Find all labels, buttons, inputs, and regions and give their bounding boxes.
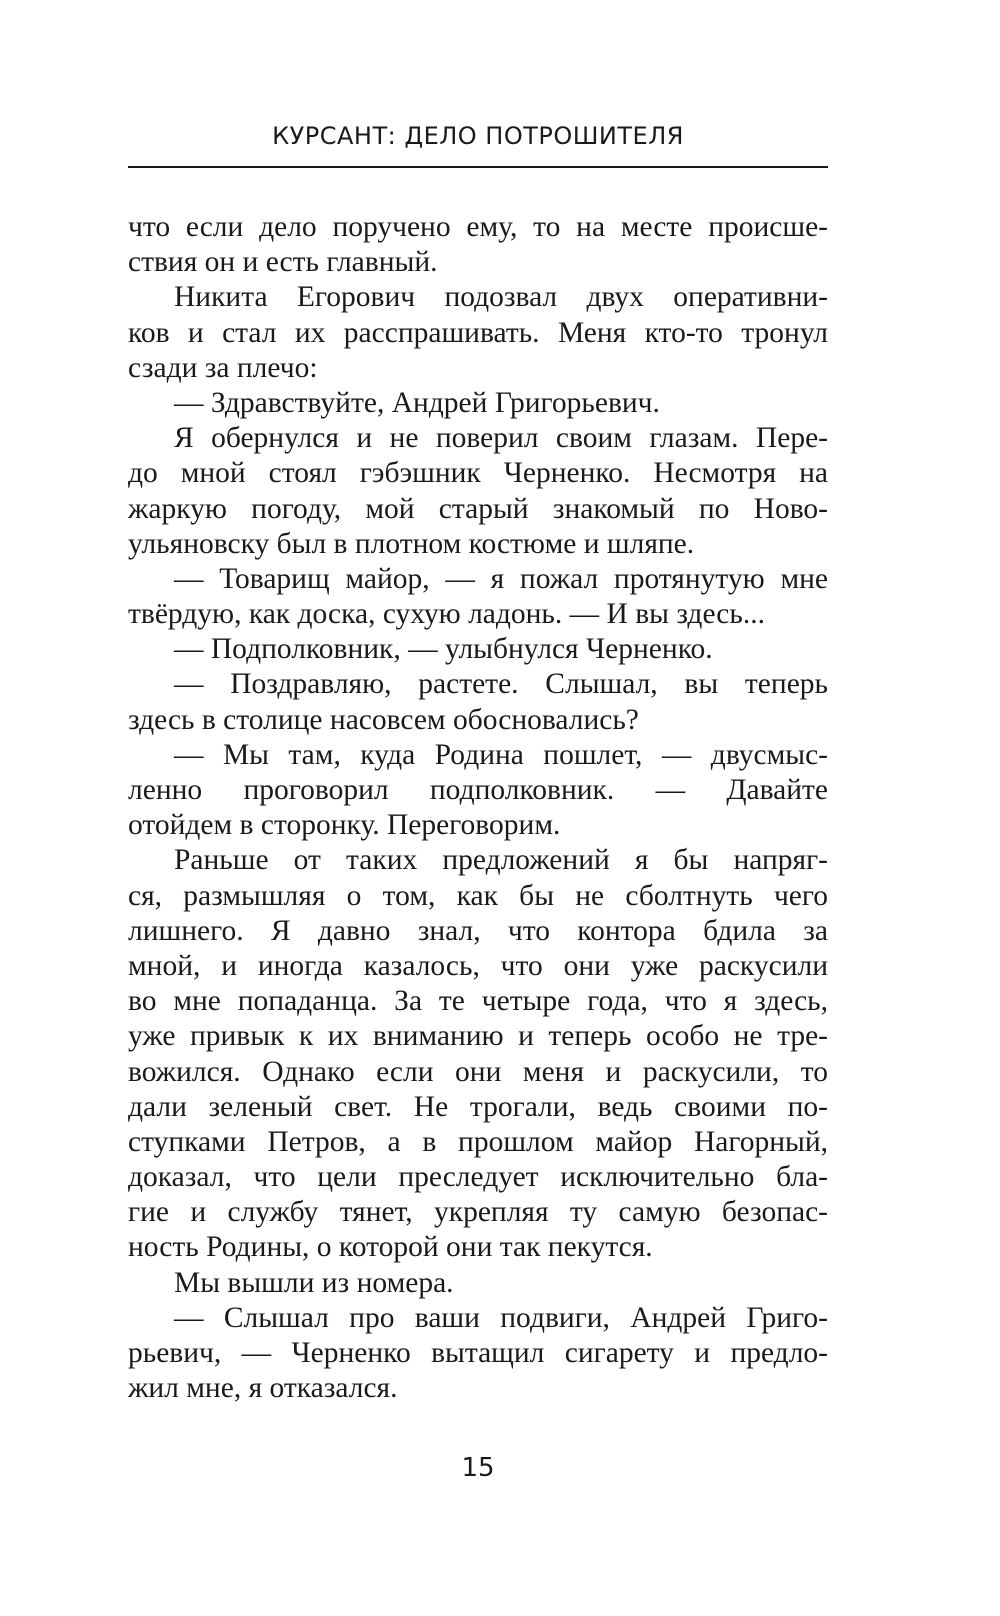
text-line: жил мне, я отказался. bbox=[128, 1372, 398, 1405]
body-text bbox=[128, 210, 828, 1406]
text-line: гие и службу тянет, укрепляя ту самую безопас- bbox=[128, 1196, 828, 1229]
text-line: Раньше от таких предложений я бы напряг- bbox=[174, 844, 828, 877]
text-line: сзади за плечо: bbox=[128, 351, 318, 384]
page-number: 15 bbox=[461, 1453, 495, 1483]
text-line: уже привык к их вниманию и теперь особо не тре- bbox=[128, 1020, 828, 1053]
text-line: вожился. Однако если они меня и раскусили, то bbox=[128, 1055, 828, 1088]
text-line: — Здравствуйте, Андрей Григорьевич. bbox=[174, 386, 660, 419]
text-line: Мы вышли из номера. bbox=[174, 1266, 454, 1299]
text-line: твёрдую, как доска, сухую ладонь. — И вы здесь... bbox=[128, 598, 765, 631]
header-rule bbox=[128, 166, 828, 168]
text-line: Никита Егорович подозвал двух оперативни- bbox=[174, 281, 828, 314]
text-line: — Товарищ майор, — я пожал протянутую мне bbox=[174, 562, 828, 595]
running-head: КУРСАНТ: ДЕЛО ПОТРОШИТЕЛЯ bbox=[272, 122, 684, 150]
text-line: ствия он и есть главный. bbox=[128, 246, 438, 279]
text-line: ков и стал их расспрашивать. Меня кто-то тронул bbox=[128, 316, 828, 349]
text-line: Я обернулся и не поверил своим глазам. Пере- bbox=[174, 422, 828, 455]
text-line: рьевич, — Черненко вытащил сигарету и предло- bbox=[128, 1337, 828, 1369]
text-line: отойдем в сторонку. Переговорим. bbox=[128, 809, 561, 842]
text-line: ульяновску был в плотном костюме и шляпе. bbox=[128, 527, 695, 560]
text-line: во мне попаданца. За те четыре года, что я здесь, bbox=[128, 985, 828, 1018]
text-line: до мной стоял гэбэшник Черненко. Несмотря на bbox=[128, 457, 828, 490]
text-line: ступками Петров, а в прошлом майор Нагорный, bbox=[128, 1125, 828, 1158]
text-line: здесь в столице насовсем обосновались? bbox=[128, 703, 639, 736]
text-line: ленно проговорил подполковник. — Давайте bbox=[128, 774, 828, 806]
text-line: — Подполковник, — улыбнулся Черненко. bbox=[174, 633, 713, 666]
text-line: мной, и иногда казалось, что они уже раскусили bbox=[128, 949, 828, 982]
text-line: — Мы там, куда Родина пошлет, — двусмыс- bbox=[174, 738, 828, 771]
text-line: — Поздравляю, растете. Слышал, вы теперь bbox=[174, 668, 828, 701]
text-line: что если дело поручено ему, то на месте происше- bbox=[128, 211, 828, 243]
text-line: ся, размышляя о том, как бы не сболтнуть чего bbox=[128, 879, 828, 912]
text-line: лишнего. Я давно знал, что контора бдила за bbox=[128, 914, 828, 947]
text-line: дали зеленый свет. Не трогали, ведь своими по- bbox=[128, 1090, 828, 1123]
text-line: доказал, что цели преследует исключительно бла- bbox=[128, 1161, 828, 1194]
text-line: ность Родины, о которой они так пекутся. bbox=[128, 1231, 653, 1264]
text-line: — Слышал про ваши подвиги, Андрей Григо- bbox=[174, 1301, 828, 1334]
text-line: жаркую погоду, мой старый знакомый по Ново- bbox=[128, 492, 828, 525]
